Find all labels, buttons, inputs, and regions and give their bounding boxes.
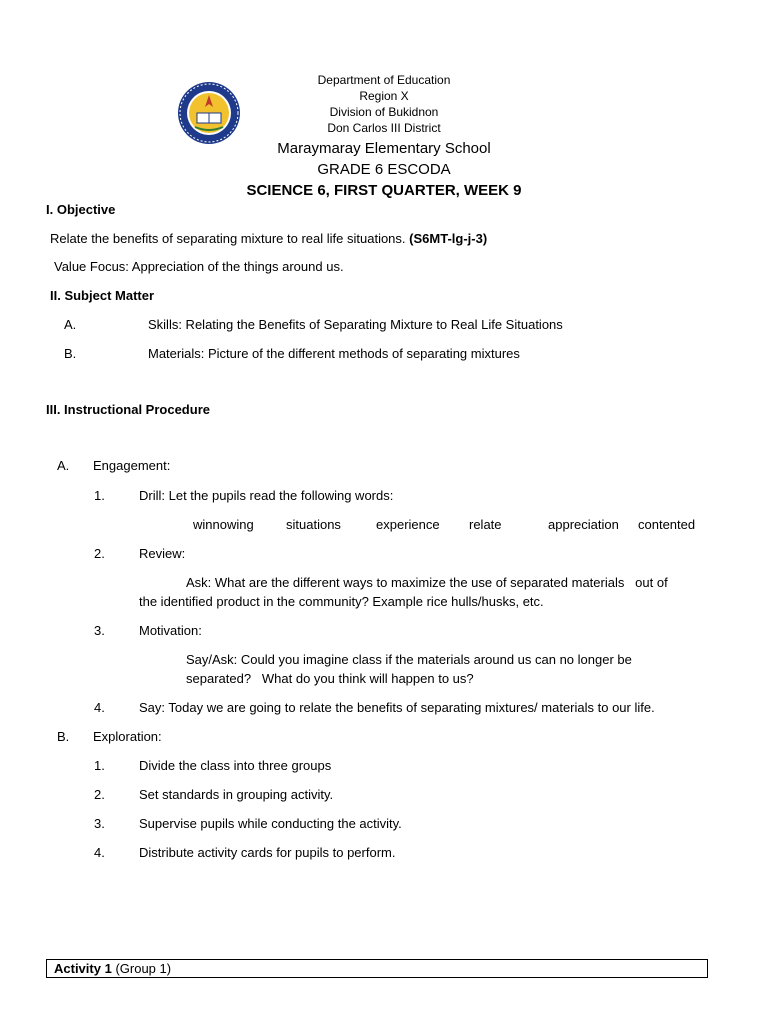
subject-matter-heading: II. Subject Matter	[50, 288, 155, 303]
review-question-line2: the identified product in the community? Example rice hulls/husks, etc.	[139, 594, 544, 609]
engagement-label: Engagement:	[93, 458, 171, 473]
exploration-item-marker: 1.	[94, 758, 105, 773]
drill-word: appreciation	[548, 517, 619, 532]
exploration-item: Set standards in grouping activity.	[139, 787, 334, 802]
header-line-region: Region X	[359, 89, 409, 103]
exploration-item-marker: 4.	[94, 845, 105, 860]
exploration-item-marker: 3.	[94, 816, 105, 831]
subject-title: SCIENCE 6, FIRST QUARTER, WEEK 9	[246, 182, 522, 199]
subject-matter-skills: Skills: Relating the Benefits of Separating Mixture to Real Life Situations	[148, 317, 563, 332]
drill-word: relate	[469, 517, 502, 532]
drill-word: situations	[286, 517, 341, 532]
school-name: Maraymaray Elementary School	[277, 140, 491, 157]
exploration-label: Exploration:	[93, 729, 162, 744]
header-line-department: Department of Education	[317, 73, 451, 87]
activity-label: Activity 1	[54, 961, 112, 976]
subject-matter-marker-a: A.	[64, 317, 77, 332]
say-marker: 4.	[94, 700, 105, 715]
exploration-item: Distribute activity cards for pupils to perform.	[139, 845, 396, 860]
subject-matter-marker-b: B.	[64, 346, 77, 361]
engagement-marker: A.	[57, 458, 70, 473]
exploration-item: Supervise pupils while conducting the activity.	[139, 816, 402, 831]
drill-marker: 1.	[94, 488, 105, 503]
say-text: Say: Today we are going to relate the benefits of separating mixtures/ materials to our life.	[139, 700, 655, 715]
value-focus: Value Focus: Appreciation of the things around us.	[54, 259, 344, 274]
procedure-heading: III. Instructional Procedure	[46, 402, 210, 417]
drill-word: winnowing	[193, 517, 254, 532]
motivation-question-line2: separated? What do you think will happen to us?	[186, 671, 474, 686]
activity-group: (Group 1)	[115, 961, 172, 976]
activity-1-table-header	[46, 959, 708, 978]
exploration-marker: B.	[57, 729, 70, 744]
motivation-question-line1: Say/Ask: Could you imagine class if the materials around us can no longer be	[186, 652, 632, 667]
activity-title	[54, 961, 171, 976]
drill-text: Drill: Let the pupils read the following words:	[139, 488, 394, 503]
grade-section: GRADE 6 ESCODA	[317, 161, 451, 178]
review-label: Review:	[139, 546, 186, 561]
objective-text	[50, 231, 487, 246]
objective-statement: Relate the benefits of separating mixture to real life situations.	[50, 231, 406, 246]
review-marker: 2.	[94, 546, 105, 561]
subject-matter-materials: Materials: Picture of the different methods of separating mixtures	[148, 346, 520, 361]
review-question-line1: Ask: What are the different ways to maximize the use of separated materials out of	[186, 575, 668, 590]
drill-word: experience	[376, 517, 440, 532]
motivation-label: Motivation:	[139, 623, 202, 638]
objective-heading: I. Objective	[46, 202, 116, 217]
header-line-division: Division of Bukidnon	[329, 105, 439, 119]
exploration-item-marker: 2.	[94, 787, 105, 802]
motivation-marker: 3.	[94, 623, 105, 638]
header-line-district: Don Carlos III District	[327, 121, 441, 135]
drill-word: contented	[638, 517, 696, 532]
exploration-item: Divide the class into three groups	[139, 758, 332, 773]
objective-code: (S6MT-lg-j-3)	[409, 231, 488, 246]
